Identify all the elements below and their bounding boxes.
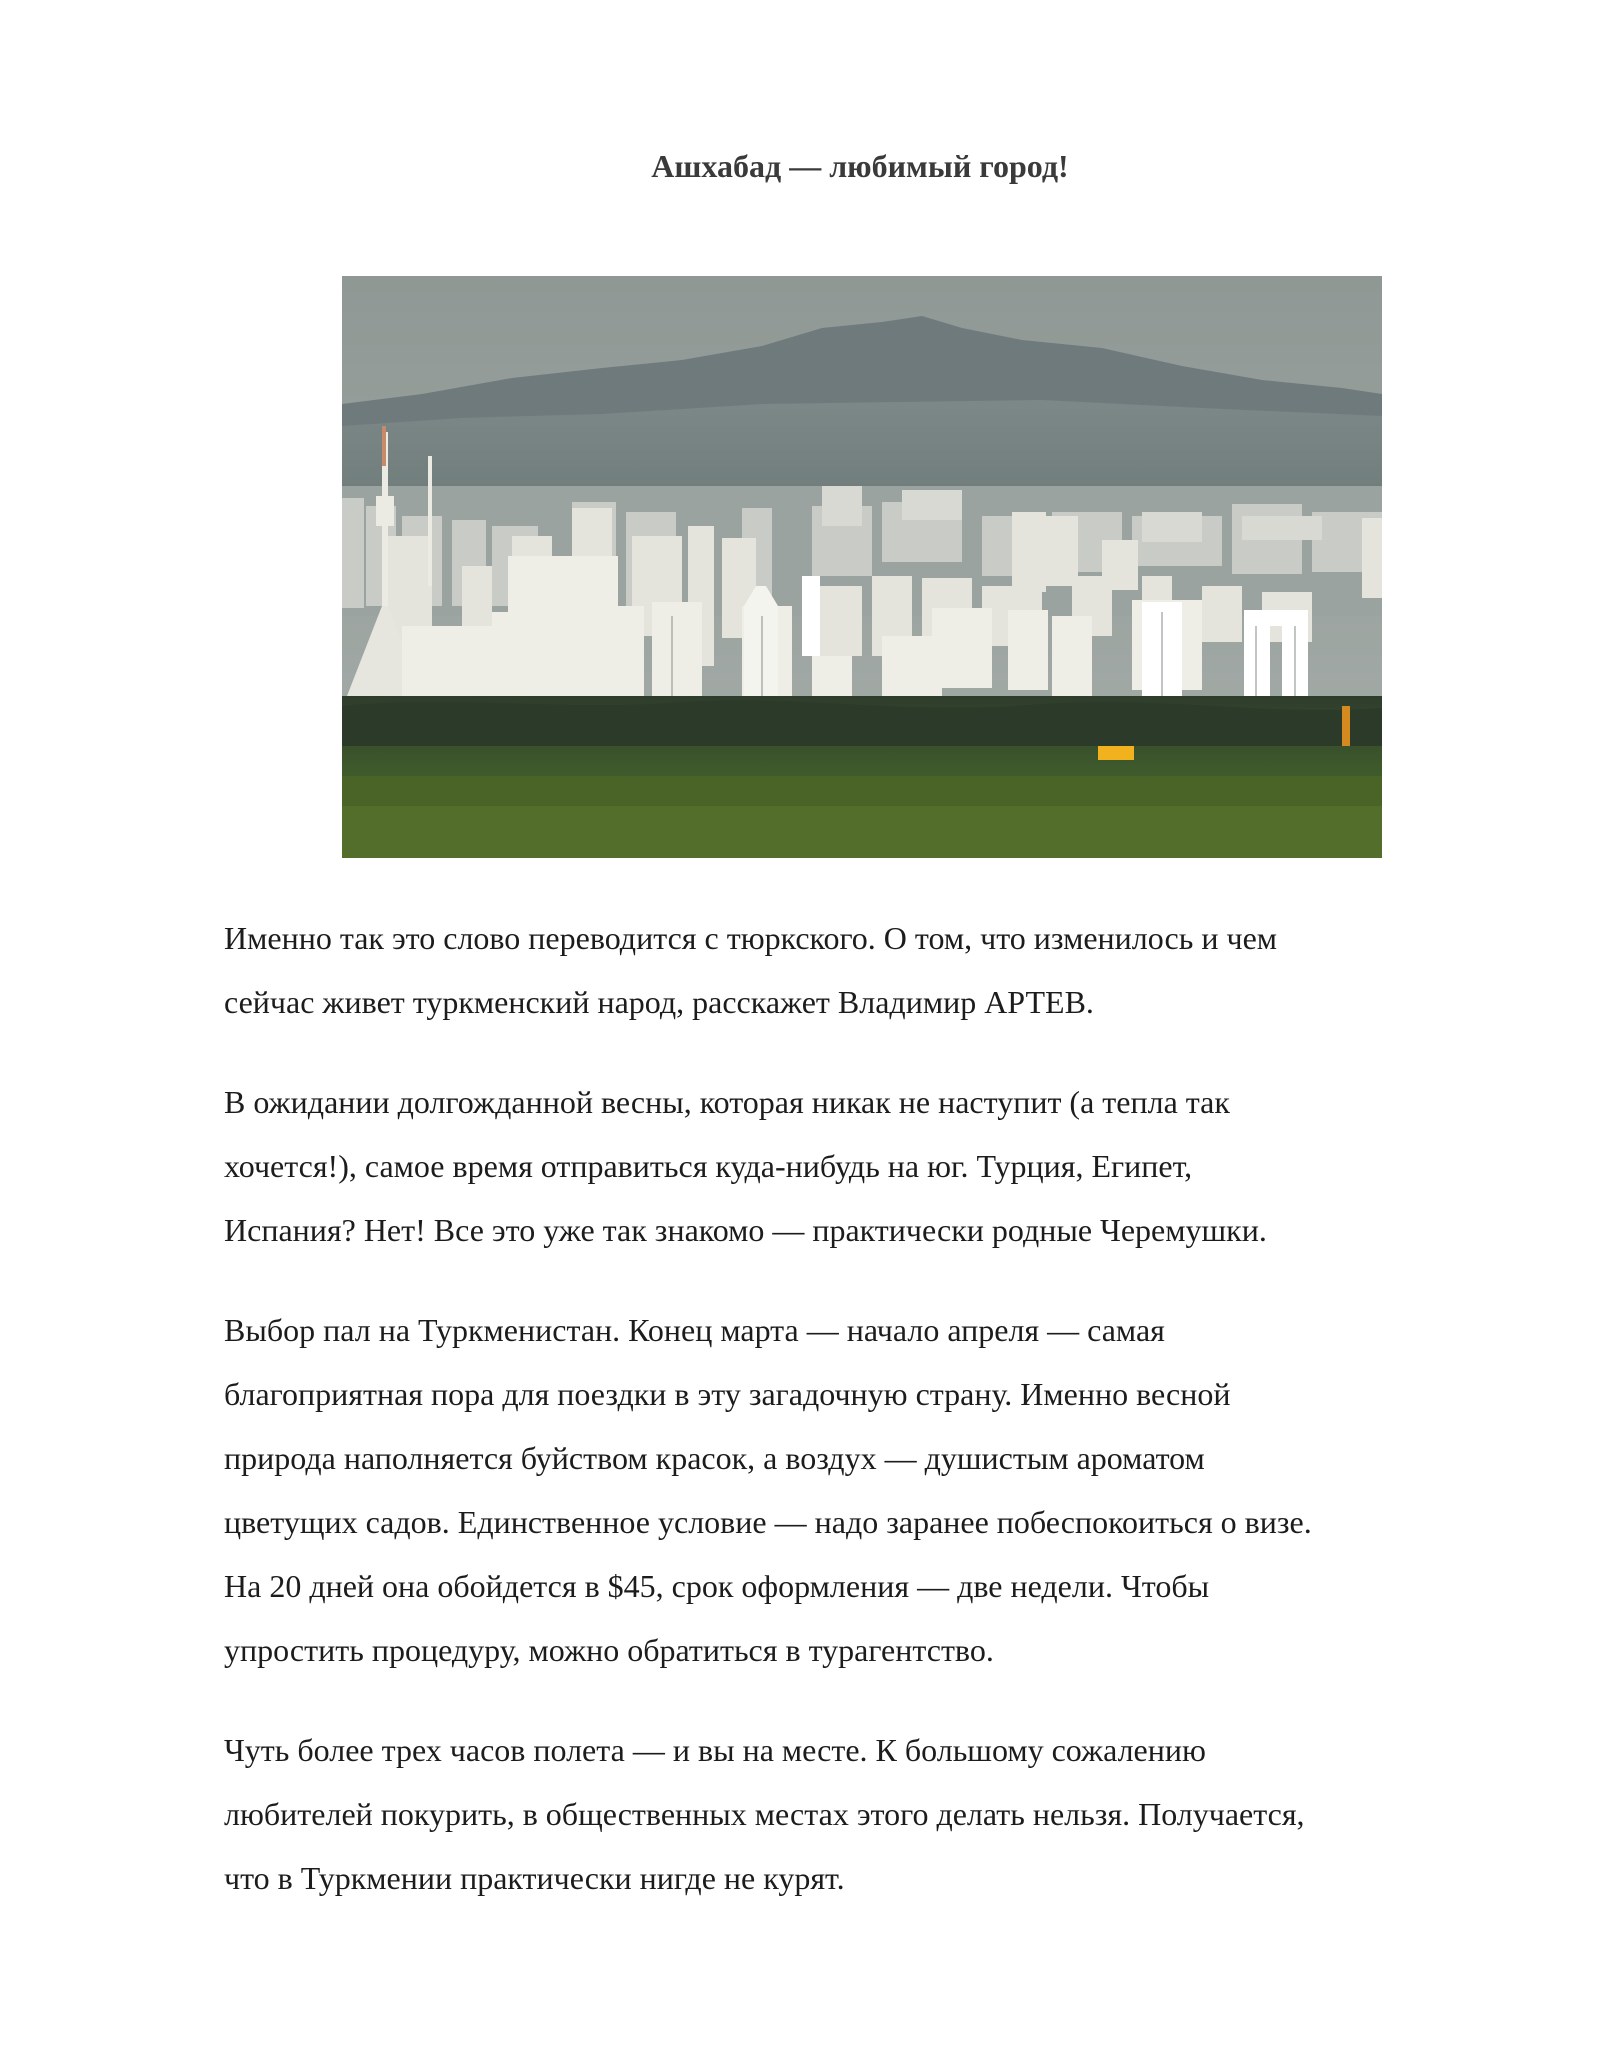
paragraph-1: Именно так это слово переводится с тюркского. О том, что изменилось и чем сейчас живет туркменский народ, расскажет Владимир АРТЕВ. [224, 920, 1278, 1020]
city-skyline-photo [342, 276, 1382, 858]
article-body [224, 906, 1484, 1946]
paragraph-2: В ожидании долгожданной весны, которая никак не наступит (а тепла так хочется!), самое время отправиться куда-нибудь на юг. Турция, Египет, Испания? Нет! Все это уже так знакомо — практически родные Черемушки. [224, 1084, 1267, 1248]
paragraph-4: Чуть более трех часов полета — и вы на месте. К большому сожалению любителей покурить, в общественных местах этого делать нельзя. Получается, что в Туркмении практически нигде не курят. [224, 1732, 1305, 1896]
document-title: Ашхабад — любимый город! [651, 148, 1069, 184]
paragraph-3: Выбор пал на Туркменистан. Конец марта — начало апреля — самая благоприятная пора для поездки в эту загадочную страну. Именно весной природа наполняется буйством красок, а воздух — душистым ароматом цветущих садов. Единственное условие — надо заранее побеспокоиться о визе. На 20 дней она обойдется в $45, срок оформления — две недели. Чтобы упростить процедуру, можно обратиться в турагентство. [224, 1312, 1312, 1668]
